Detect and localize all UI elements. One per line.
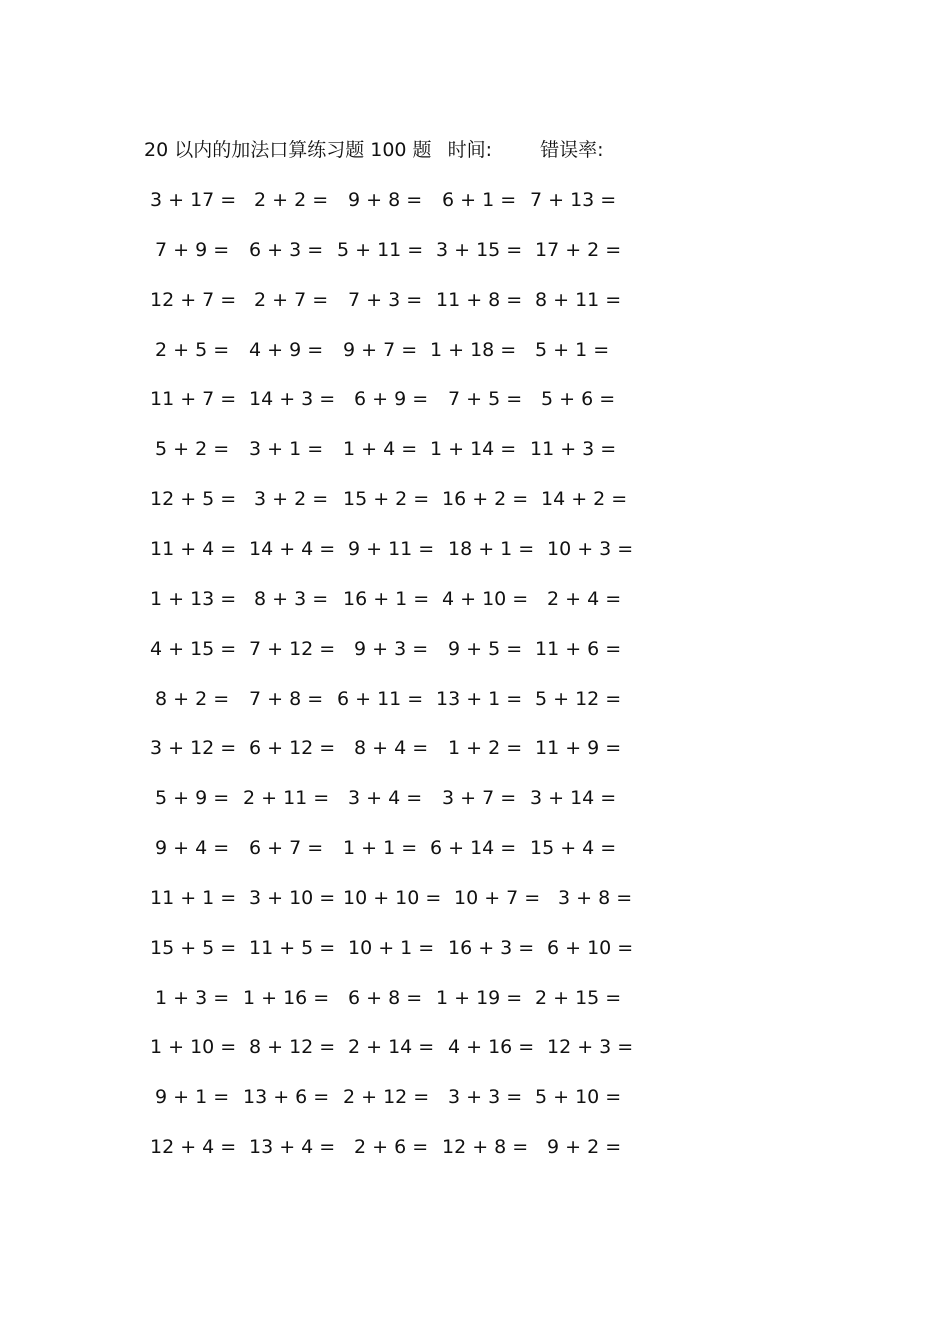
addition-problem: 7 + 13 = <box>530 189 617 211</box>
addition-problem: 12 + 5 = <box>150 488 237 511</box>
addition-problem: 9 + 7 = <box>343 338 418 361</box>
addition-problem: 1 + 4 = <box>343 438 418 461</box>
problem-row <box>0 933 950 963</box>
addition-problem: 4 + 10 = <box>442 587 529 610</box>
problem-row <box>0 684 950 714</box>
addition-problem: 11 + 9 = <box>535 737 622 760</box>
addition-problem: 16 + 1 = <box>343 587 430 610</box>
problem-row <box>0 833 950 863</box>
addition-problem: 13 + 1 = <box>436 687 523 710</box>
addition-problem: 1 + 10 = <box>150 1036 237 1059</box>
addition-problem: 2 + 7 = <box>254 288 329 311</box>
addition-problem: 10 + 10 = <box>343 886 442 909</box>
addition-problem: 12 + 3 = <box>547 1036 634 1059</box>
addition-problem: 5 + 2 = <box>155 438 230 461</box>
addition-problem: 2 + 2 = <box>254 189 329 211</box>
addition-problem: 11 + 6 = <box>535 637 622 660</box>
addition-problem: 12 + 4 = <box>150 1136 237 1159</box>
addition-problem: 2 + 15 = <box>535 986 622 1009</box>
addition-problem: 10 + 1 = <box>348 936 435 959</box>
problem-row <box>0 1032 950 1062</box>
problem-row <box>0 983 950 1013</box>
addition-problem: 3 + 4 = <box>348 787 423 810</box>
addition-problem: 7 + 5 = <box>448 388 523 411</box>
addition-problem: 2 + 14 = <box>348 1036 435 1059</box>
addition-problem: 4 + 15 = <box>150 637 237 660</box>
addition-problem: 15 + 2 = <box>343 488 430 511</box>
addition-problem: 15 + 4 = <box>530 837 617 860</box>
addition-problem: 9 + 1 = <box>155 1086 230 1109</box>
addition-problem: 5 + 12 = <box>535 687 622 710</box>
error-rate-label: 错误率: <box>540 139 604 161</box>
addition-problem: 17 + 2 = <box>535 238 622 261</box>
problem-row <box>0 285 950 315</box>
addition-problem: 16 + 2 = <box>442 488 529 511</box>
addition-problem: 1 + 1 = <box>343 837 418 860</box>
addition-problem: 6 + 3 = <box>249 238 324 261</box>
addition-problem: 8 + 2 = <box>155 687 230 710</box>
addition-problem: 1 + 2 = <box>448 737 523 760</box>
addition-problem: 3 + 3 = <box>448 1086 523 1109</box>
problem-row <box>0 1132 950 1162</box>
addition-problem: 6 + 11 = <box>337 687 424 710</box>
problem-row <box>0 1082 950 1112</box>
addition-problem: 12 + 8 = <box>442 1136 529 1159</box>
addition-problem: 2 + 11 = <box>243 787 330 810</box>
addition-problem: 1 + 13 = <box>150 587 237 610</box>
addition-problem: 5 + 9 = <box>155 787 230 810</box>
addition-problem: 14 + 2 = <box>541 488 628 511</box>
addition-problem: 3 + 12 = <box>150 737 237 760</box>
addition-problem: 11 + 8 = <box>436 288 523 311</box>
addition-problem: 15 + 5 = <box>150 936 237 959</box>
addition-problem: 9 + 5 = <box>448 637 523 660</box>
addition-problem: 3 + 17 = <box>150 189 237 211</box>
addition-problem: 1 + 19 = <box>436 986 523 1009</box>
addition-problem: 7 + 3 = <box>348 288 423 311</box>
addition-problem: 8 + 11 = <box>535 288 622 311</box>
addition-problem: 3 + 1 = <box>249 438 324 461</box>
addition-problem: 4 + 16 = <box>448 1036 535 1059</box>
addition-problem: 8 + 4 = <box>354 737 429 760</box>
addition-problem: 6 + 7 = <box>249 837 324 860</box>
addition-problem: 7 + 12 = <box>249 637 336 660</box>
addition-problem: 10 + 7 = <box>454 886 541 909</box>
addition-problem: 12 + 7 = <box>150 288 237 311</box>
addition-problem: 9 + 11 = <box>348 537 435 560</box>
problem-row <box>0 335 950 365</box>
addition-problem: 13 + 6 = <box>243 1086 330 1109</box>
addition-problem: 11 + 3 = <box>530 438 617 461</box>
addition-problem: 1 + 18 = <box>430 338 517 361</box>
addition-problem: 16 + 3 = <box>448 936 535 959</box>
addition-problem: 9 + 8 = <box>348 189 423 211</box>
addition-problem: 13 + 4 = <box>249 1136 336 1159</box>
addition-problem: 5 + 6 = <box>541 388 616 411</box>
problem-row <box>0 534 950 564</box>
worksheet-title: 20 以内的加法口算练习题 100 题 <box>144 139 432 161</box>
addition-problem: 6 + 12 = <box>249 737 336 760</box>
addition-problem: 6 + 9 = <box>354 388 429 411</box>
time-label: 时间: <box>447 139 493 161</box>
addition-problem: 4 + 9 = <box>249 338 324 361</box>
addition-problem: 6 + 10 = <box>547 936 634 959</box>
addition-problem: 1 + 14 = <box>430 438 517 461</box>
addition-problem: 2 + 12 = <box>343 1086 430 1109</box>
addition-problem: 9 + 2 = <box>547 1136 622 1159</box>
addition-problem: 6 + 8 = <box>348 986 423 1009</box>
addition-problem: 11 + 7 = <box>150 388 237 411</box>
addition-problem: 6 + 14 = <box>430 837 517 860</box>
addition-problem: 5 + 11 = <box>337 238 424 261</box>
problem-row <box>0 783 950 813</box>
addition-problem: 5 + 10 = <box>535 1086 622 1109</box>
addition-problem: 2 + 6 = <box>354 1136 429 1159</box>
addition-problem: 11 + 1 = <box>150 886 237 909</box>
problem-row <box>0 185 950 215</box>
addition-problem: 11 + 5 = <box>249 936 336 959</box>
addition-problem: 3 + 2 = <box>254 488 329 511</box>
problem-row <box>0 883 950 913</box>
addition-problem: 2 + 5 = <box>155 338 230 361</box>
problem-row <box>0 484 950 514</box>
addition-problem: 11 + 4 = <box>150 537 237 560</box>
addition-problem: 9 + 3 = <box>354 637 429 660</box>
addition-problem: 14 + 3 = <box>249 388 336 411</box>
addition-problem: 3 + 15 = <box>436 238 523 261</box>
addition-problem: 5 + 1 = <box>535 338 610 361</box>
problem-row <box>0 434 950 464</box>
addition-problem: 10 + 3 = <box>547 537 634 560</box>
addition-problem: 2 + 4 = <box>547 587 622 610</box>
problem-row <box>0 584 950 614</box>
addition-problem: 9 + 4 = <box>155 837 230 860</box>
addition-problem: 14 + 4 = <box>249 537 336 560</box>
problem-row <box>0 733 950 763</box>
addition-problem: 1 + 3 = <box>155 986 230 1009</box>
addition-problem: 7 + 9 = <box>155 238 230 261</box>
addition-problem: 1 + 16 = <box>243 986 330 1009</box>
addition-problem: 3 + 8 = <box>558 886 633 909</box>
problem-row <box>0 235 950 265</box>
addition-problem: 8 + 12 = <box>249 1036 336 1059</box>
addition-problem: 3 + 10 = <box>249 886 336 909</box>
addition-problem: 18 + 1 = <box>448 537 535 560</box>
addition-problem: 7 + 8 = <box>249 687 324 710</box>
problem-row <box>0 634 950 664</box>
addition-problem: 3 + 14 = <box>530 787 617 810</box>
addition-problem: 3 + 7 = <box>442 787 517 810</box>
addition-problem: 6 + 1 = <box>442 189 517 211</box>
addition-problem: 8 + 3 = <box>254 587 329 610</box>
problem-row <box>0 384 950 414</box>
